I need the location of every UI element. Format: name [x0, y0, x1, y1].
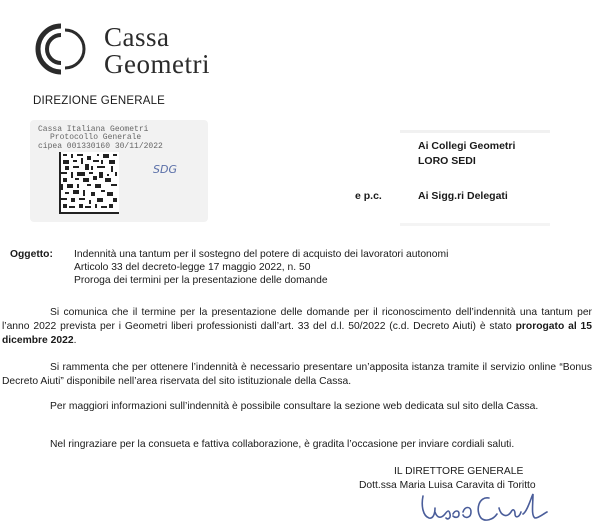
cassa-geometri-logo-icon	[34, 22, 88, 76]
subject-line-1: Indennità una tantum per il sostegno del potere di acquisto dei lavoratori autonomi	[74, 249, 449, 260]
cc-recipient: Ai Sigg.ri Delegati	[418, 190, 508, 202]
body-paragraph-2	[2, 361, 592, 389]
logo-line-cassa: Cassa	[104, 22, 170, 52]
subject-line-2: Articolo 33 del decreto-legge 17 maggio 2022, n. 50	[74, 262, 311, 273]
logo-wordmark	[104, 24, 210, 78]
handwritten-signature-icon	[415, 488, 555, 524]
subject-line-3: Proroga dei termini per la presentazione delle domande	[74, 275, 328, 286]
body-paragraph-1-text: Si comunica che il termine per la presentazione delle domande per il riconoscimento dell’indennità una tantum per l’anno 2022 prevista per i Geometri liberi professionisti dall’art. 33 del d.l. 50/2022 (c.d. Decreto Aiuti) è stato	[2, 307, 592, 332]
stamp-line-1: Cassa Italiana Geometri	[38, 125, 149, 134]
body-paragraph-4-text: Nel ringraziare per la consueta e fattiva collaborazione, è gradita l’occasione per inviare cordiali saluti.	[50, 439, 515, 450]
department-heading: DIREZIONE GENERALE	[33, 95, 166, 107]
datamatrix-code-icon	[59, 152, 119, 214]
recipient-line-1: Ai Collegi Geometri	[418, 140, 516, 152]
stamp-handwritten-initials: SDG	[153, 163, 177, 176]
body-paragraph-1	[2, 306, 592, 348]
body-paragraph-1-end: .	[73, 335, 77, 346]
signatory-name: Dott.ssa Maria Luisa Caravita di Toritto	[359, 480, 536, 491]
body-paragraph-4	[2, 438, 592, 452]
body-paragraph-2-text: Si rammenta che per ottenere l’indennità è necessario presentare un’apposita istanza tramite il servizio online “Bonus Decreto Aiuti” disponibile nell’area riservata del sito istituzionale della Cassa.	[2, 362, 592, 387]
body-paragraph-3-text: Per maggiori informazioni sull’indennità è possibile consultare la sezione web dedicata sul sito della Cassa.	[50, 401, 539, 412]
body-paragraph-3	[2, 400, 592, 414]
extension-date: prorogato al 15 dicembre 2022	[2, 321, 593, 346]
stamp-line-3: cipea 001330160 30/11/2022	[38, 142, 163, 151]
cc-label: e p.c.	[355, 190, 382, 202]
signatory-title: IL DIRETTORE GENERALE	[394, 466, 524, 477]
subject-label: Oggetto:	[10, 249, 53, 260]
protocol-stamp	[30, 120, 208, 222]
stamp-line-2: Protocollo Generale	[50, 133, 142, 142]
recipient-line-2: LORO SEDI	[418, 155, 476, 167]
logo-line-geometri: Geometri	[104, 49, 210, 79]
